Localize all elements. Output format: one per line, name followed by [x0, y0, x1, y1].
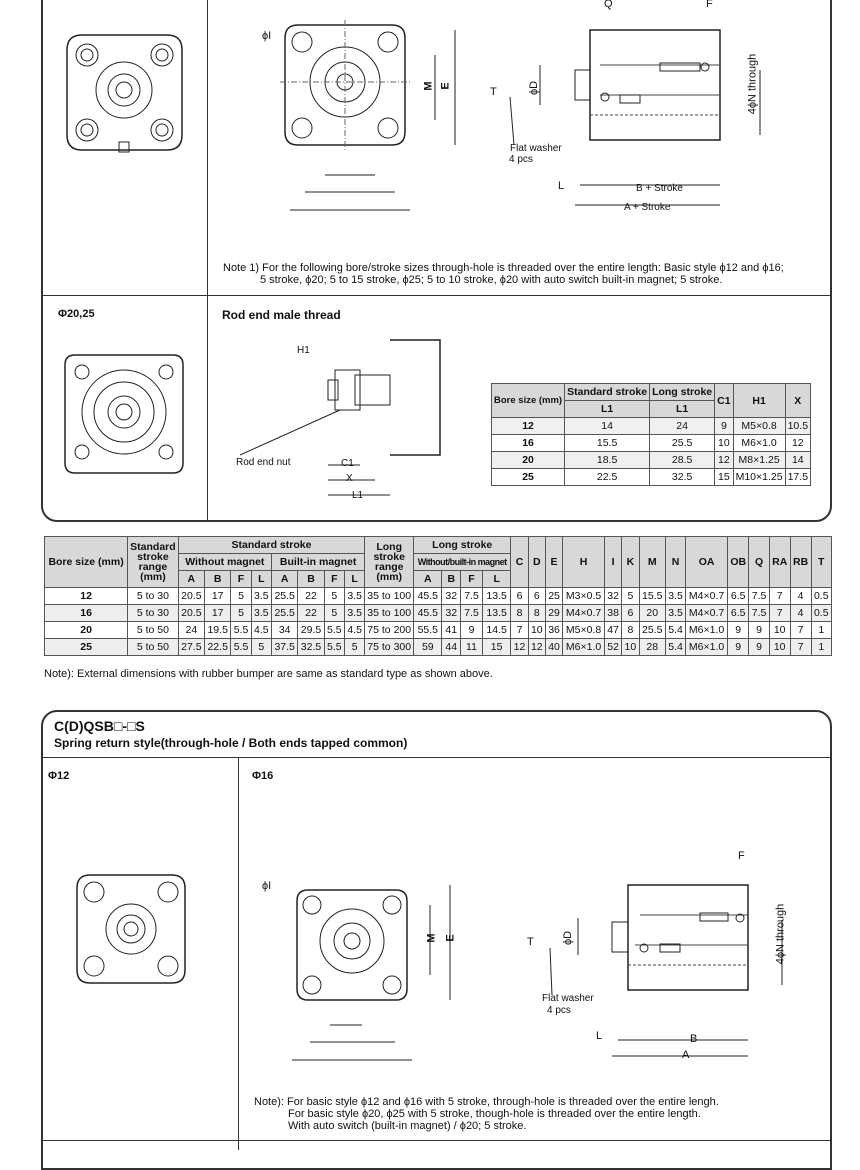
header-b: B — [298, 571, 324, 588]
dim-label-f: F — [706, 0, 713, 10]
table-cell: 4 — [790, 588, 811, 605]
table-cell: 5 — [324, 605, 344, 622]
table-cell: 6 — [511, 588, 528, 605]
table-cell: 5 — [344, 639, 364, 656]
table-cell: 20.5 — [178, 588, 204, 605]
table-cell: 5.4 — [665, 639, 685, 656]
dim-label-b: B — [690, 1033, 698, 1045]
header-rb: RB — [790, 537, 811, 588]
table-cell: 6.5 — [727, 588, 748, 605]
table-cell: 0.5 — [811, 588, 831, 605]
table-cell: 37.5 — [271, 639, 297, 656]
table-cell: 3.5 — [344, 588, 364, 605]
header-l: L — [482, 571, 510, 588]
panel-divider — [42, 1140, 831, 1141]
header-ra: RA — [769, 537, 790, 588]
table-cell: 40 — [545, 639, 562, 656]
dim-label-e: E — [439, 82, 452, 90]
table-cell: 1 — [811, 639, 831, 656]
dim-label-n-through: 4ϕN through — [774, 903, 787, 965]
dim-label-t: T — [527, 936, 534, 948]
rod-table-subheader: L1 — [565, 401, 650, 418]
table-cell: 25.5 — [271, 605, 297, 622]
table-cell: 20 — [45, 622, 128, 639]
table-cell: 6 — [528, 588, 545, 605]
table-cell: 35 to 100 — [365, 588, 414, 605]
table-cell: 5.5 — [324, 622, 344, 639]
table-cell: 4 — [790, 605, 811, 622]
table-cell: 19.5 — [205, 622, 231, 639]
table-cell: 24 — [650, 418, 715, 435]
table-cell: 9 — [727, 639, 748, 656]
table-cell: 15 — [482, 639, 510, 656]
table-cell: 9 — [749, 639, 769, 656]
section-title: C(D)QSB□-□S — [54, 718, 145, 734]
table-cell: 8 — [622, 622, 639, 639]
header-f: F — [231, 571, 251, 588]
dim-label-c1: C1 — [341, 458, 354, 469]
dim-label-phi-d: ϕD — [528, 80, 541, 96]
table-cell: M6×1.0 — [733, 435, 785, 452]
table-cell: 5 to 30 — [128, 588, 179, 605]
header-a: A — [414, 571, 442, 588]
table-cell: 9 — [727, 622, 748, 639]
table-cell: 20.5 — [178, 605, 204, 622]
table-cell: 14 — [785, 452, 810, 469]
header-long-range: Long stroke range (mm) — [365, 537, 414, 588]
note-1-line2: 5 stroke, ϕ20; 5 to 15 stroke, ϕ25; 5 to 10 stroke, ϕ20 with auto switch built-in magnet; 5 stroke. — [260, 274, 723, 286]
dim-label-l1: L1 — [352, 490, 364, 501]
table-cell: 7 — [511, 622, 528, 639]
dim-label-f: F — [738, 850, 745, 862]
table-row — [492, 469, 811, 486]
table-cell: 12 — [785, 435, 810, 452]
panel-divider — [42, 295, 831, 296]
table-cell: 9 — [715, 418, 733, 435]
header-ob: OB — [727, 537, 748, 588]
bore-label: Φ20,25 — [58, 308, 95, 320]
table-cell: 11 — [461, 639, 483, 656]
table-cell: 13.5 — [482, 588, 510, 605]
table-cell: 28 — [639, 639, 665, 656]
table-cell: 17.5 — [785, 469, 810, 486]
table-cell: 45.5 — [414, 588, 442, 605]
header-oa: OA — [686, 537, 728, 588]
table-cell: 5.4 — [665, 622, 685, 639]
table-cell: 29.5 — [298, 622, 324, 639]
table-cell: 15.5 — [639, 588, 665, 605]
table-cell: 55.5 — [414, 622, 442, 639]
table-cell: 38 — [604, 605, 621, 622]
table-cell: 5 — [622, 588, 639, 605]
rod-end-nut-label: Rod end nut — [236, 457, 291, 468]
table-cell: M5×0.8 — [733, 418, 785, 435]
table-cell: 3.5 — [665, 588, 685, 605]
table-row — [492, 452, 811, 469]
table-cell: M3×0.5 — [563, 588, 605, 605]
dim-label-x: X — [346, 473, 353, 484]
header-e: E — [545, 537, 562, 588]
table-row — [45, 639, 832, 656]
table-cell: 5 — [324, 588, 344, 605]
dim-label-m: M — [422, 81, 435, 91]
table-cell: 52 — [604, 639, 621, 656]
table-cell: 10.5 — [785, 418, 810, 435]
table-row — [45, 605, 832, 622]
table-cell: 32.5 — [298, 639, 324, 656]
table-cell: 10 — [769, 639, 790, 656]
header-std: Standard stroke — [178, 537, 365, 554]
header-long: Long stroke — [414, 537, 511, 554]
header-bore: Bore size (mm) — [45, 537, 128, 588]
header-std-range: Standard stroke range (mm) — [128, 537, 179, 588]
table-cell: 10 — [769, 622, 790, 639]
table-cell: 32 — [442, 588, 461, 605]
table-cell: 9 — [461, 622, 483, 639]
dim-label-l: L — [596, 1030, 603, 1042]
table-cell: 25.5 — [639, 622, 665, 639]
table-cell: 28.5 — [650, 452, 715, 469]
side-view-drawing — [520, 880, 790, 1060]
header-h: H — [563, 537, 605, 588]
table-cell: M8×1.25 — [733, 452, 785, 469]
table-cell: 12 — [528, 639, 545, 656]
table-cell: 10 — [622, 639, 639, 656]
table-cell: 22.5 — [205, 639, 231, 656]
table-cell: 7.5 — [749, 605, 769, 622]
table-cell: M4×0.7 — [563, 605, 605, 622]
side-view-drawing — [490, 25, 770, 225]
table-cell: 18.5 — [565, 452, 650, 469]
table-cell: 7 — [790, 639, 811, 656]
table-cell: 20 — [639, 605, 665, 622]
flat-washer-label: Flat washer — [510, 143, 562, 154]
table-cell: 5 — [251, 639, 271, 656]
dim-label-phi-i: ϕI — [262, 30, 272, 42]
table-cell: 5.5 — [231, 622, 251, 639]
table-cell: 7.5 — [461, 588, 483, 605]
table-cell: 7 — [769, 588, 790, 605]
dimensions-table — [44, 536, 832, 656]
rod-table-header-bore: Bore size (mm) — [492, 384, 565, 418]
table-cell: 24 — [178, 622, 204, 639]
table-row — [492, 435, 811, 452]
rod-table-header-h1: H1 — [733, 384, 785, 418]
header-l: L — [344, 571, 364, 588]
table-cell: 14.5 — [482, 622, 510, 639]
table-cell: 4.5 — [344, 622, 364, 639]
header-builtin-magnet: Built-in magnet — [271, 554, 364, 571]
dim-label-a-stroke: A + Stroke — [624, 202, 671, 213]
header-without-magnet: Without magnet — [178, 554, 271, 571]
table-row — [492, 418, 811, 435]
table-cell: M6×1.0 — [563, 639, 605, 656]
rod-table-header-standard: Standard stroke — [565, 384, 650, 401]
table-cell: 3.5 — [251, 605, 271, 622]
front-view-drawing — [62, 30, 187, 155]
table-cell: 5 to 30 — [128, 605, 179, 622]
table-cell: 36 — [545, 622, 562, 639]
table-cell: 14 — [565, 418, 650, 435]
dimension-lines — [290, 880, 470, 1070]
table-cell: 41 — [442, 622, 461, 639]
table-cell: 35 to 100 — [365, 605, 414, 622]
table-row — [45, 622, 832, 639]
header-b: B — [205, 571, 231, 588]
flat-washer-label: Flat washer — [542, 993, 594, 1004]
table-cell: 75 to 300 — [365, 639, 414, 656]
table-cell: 20 — [492, 452, 565, 469]
table-cell: 5.5 — [231, 639, 251, 656]
table-cell: 75 to 200 — [365, 622, 414, 639]
table-cell: 13.5 — [482, 605, 510, 622]
table-cell: 0.5 — [811, 605, 831, 622]
table-cell: 5 to 50 — [128, 622, 179, 639]
dimension-lines — [285, 20, 485, 220]
table-cell: 44 — [442, 639, 461, 656]
front-view-drawing — [60, 350, 188, 478]
table-cell: 47 — [604, 622, 621, 639]
header-b: B — [442, 571, 461, 588]
rod-end-drawing — [300, 335, 450, 495]
spring-note-2: For basic style ϕ20, ϕ25 with 5 stroke, though-hole is threaded over the entire length. — [288, 1108, 701, 1120]
header-i: I — [604, 537, 621, 588]
header-f: F — [324, 571, 344, 588]
table-cell: 3.5 — [665, 605, 685, 622]
table-cell: 7 — [769, 605, 790, 622]
table-cell: 29 — [545, 605, 562, 622]
table-cell: 12 — [45, 588, 128, 605]
bore-16-label: Φ16 — [252, 770, 274, 782]
table-cell: 16 — [45, 605, 128, 622]
rod-table-subheader: L1 — [650, 401, 715, 418]
table-cell: 10 — [528, 622, 545, 639]
header-m: M — [639, 537, 665, 588]
table-cell: 25 — [492, 469, 565, 486]
table-cell: 32 — [442, 605, 461, 622]
dim-label-l: L — [558, 180, 565, 192]
dim-label-phi-d: ϕD — [562, 930, 575, 946]
flat-washer-pcs: 4 pcs — [547, 1005, 571, 1016]
table-cell: M6×1.0 — [686, 622, 728, 639]
table-cell: 22 — [298, 605, 324, 622]
table-cell: 8 — [528, 605, 545, 622]
dim-label-n-through: 4ϕN through — [746, 53, 759, 115]
table-cell: 10 — [715, 435, 733, 452]
section-heading: Rod end male thread — [222, 308, 341, 322]
table-cell: 45.5 — [414, 605, 442, 622]
table-cell: 15.5 — [565, 435, 650, 452]
table-cell: 12 — [492, 418, 565, 435]
rod-end-table — [491, 383, 811, 486]
dim-label-m: M — [425, 933, 438, 943]
table-cell: M10×1.25 — [733, 469, 785, 486]
table-cell: 7.5 — [749, 588, 769, 605]
rod-table-header-x: X — [785, 384, 810, 418]
header-f: F — [461, 571, 483, 588]
table-cell: 12 — [715, 452, 733, 469]
table-cell: 8 — [511, 605, 528, 622]
header-l: L — [251, 571, 271, 588]
table-cell: 3.5 — [251, 588, 271, 605]
table-cell: 4.5 — [251, 622, 271, 639]
table-cell: 9 — [749, 622, 769, 639]
table-cell: M4×0.7 — [686, 605, 728, 622]
table-cell: 6.5 — [727, 605, 748, 622]
table-cell: 32 — [604, 588, 621, 605]
header-k: K — [622, 537, 639, 588]
dim-label-phi-i: ϕI — [262, 880, 272, 892]
table-cell: 22.5 — [565, 469, 650, 486]
table-cell: 17 — [205, 588, 231, 605]
table-cell: 1 — [811, 622, 831, 639]
bore-12-label: Φ12 — [48, 770, 70, 782]
table-cell: 5 — [231, 588, 251, 605]
table-cell: 6 — [622, 605, 639, 622]
table-cell: 22 — [298, 588, 324, 605]
dim-label-q: Q — [604, 0, 613, 10]
table-cell: 5 to 50 — [128, 639, 179, 656]
table-cell: 25.5 — [271, 588, 297, 605]
table-cell: 25 — [545, 588, 562, 605]
header-long-sub: Without/built-in magnet — [414, 554, 511, 571]
table-cell: 34 — [271, 622, 297, 639]
table-row — [45, 588, 832, 605]
table-cell: 17 — [205, 605, 231, 622]
spring-note-3: With auto switch (built-in magnet) / ϕ20; 5 stroke. — [288, 1120, 527, 1132]
table-cell: 5 — [231, 605, 251, 622]
table-cell: 59 — [414, 639, 442, 656]
note-1: Note 1) For the following bore/stroke sizes through-hole is threaded over the entire length: Basic style ϕ12 and ϕ16; — [223, 262, 784, 274]
front-view-drawing — [72, 870, 190, 988]
header-c: C — [511, 537, 528, 588]
panel-divider — [42, 757, 831, 758]
section-subtitle: Spring return style(through-hole / Both ends tapped common) — [54, 736, 408, 750]
flat-washer-pcs: 4 pcs — [509, 154, 533, 165]
table-cell: 25.5 — [650, 435, 715, 452]
header-d: D — [528, 537, 545, 588]
table-cell: 25 — [45, 639, 128, 656]
header-q: Q — [749, 537, 769, 588]
dim-label-e: E — [444, 934, 457, 942]
table-cell: M5×0.8 — [563, 622, 605, 639]
panel-divider — [238, 757, 239, 1150]
table-cell: 16 — [492, 435, 565, 452]
table-cell: 3.5 — [344, 605, 364, 622]
panel-divider — [207, 0, 208, 520]
header-a: A — [178, 571, 204, 588]
dim-label-t: T — [490, 86, 497, 98]
header-a: A — [271, 571, 297, 588]
spring-note-1: Note): For basic style ϕ12 and ϕ16 with 5 stroke, through-hole is threaded over the entire lengh. — [254, 1096, 719, 1108]
table-cell: 27.5 — [178, 639, 204, 656]
table-note: Note): External dimensions with rubber bumper are same as standard type as shown above. — [44, 668, 493, 680]
table-cell: 5.5 — [324, 639, 344, 656]
header-t: T — [811, 537, 831, 588]
table-cell: M4×0.7 — [686, 588, 728, 605]
table-cell: 32.5 — [650, 469, 715, 486]
dim-label-h1: H1 — [297, 345, 310, 356]
table-cell: M6×1.0 — [686, 639, 728, 656]
table-cell: 7 — [790, 622, 811, 639]
dim-label-a: A — [682, 1049, 690, 1061]
dim-label-b-stroke: B + Stroke — [636, 183, 683, 194]
header-n: N — [665, 537, 685, 588]
rod-table-header-c1: C1 — [715, 384, 733, 418]
rod-table-header-long: Long stroke — [650, 384, 715, 401]
table-cell: 15 — [715, 469, 733, 486]
table-cell: 12 — [511, 639, 528, 656]
table-cell: 7.5 — [461, 605, 483, 622]
